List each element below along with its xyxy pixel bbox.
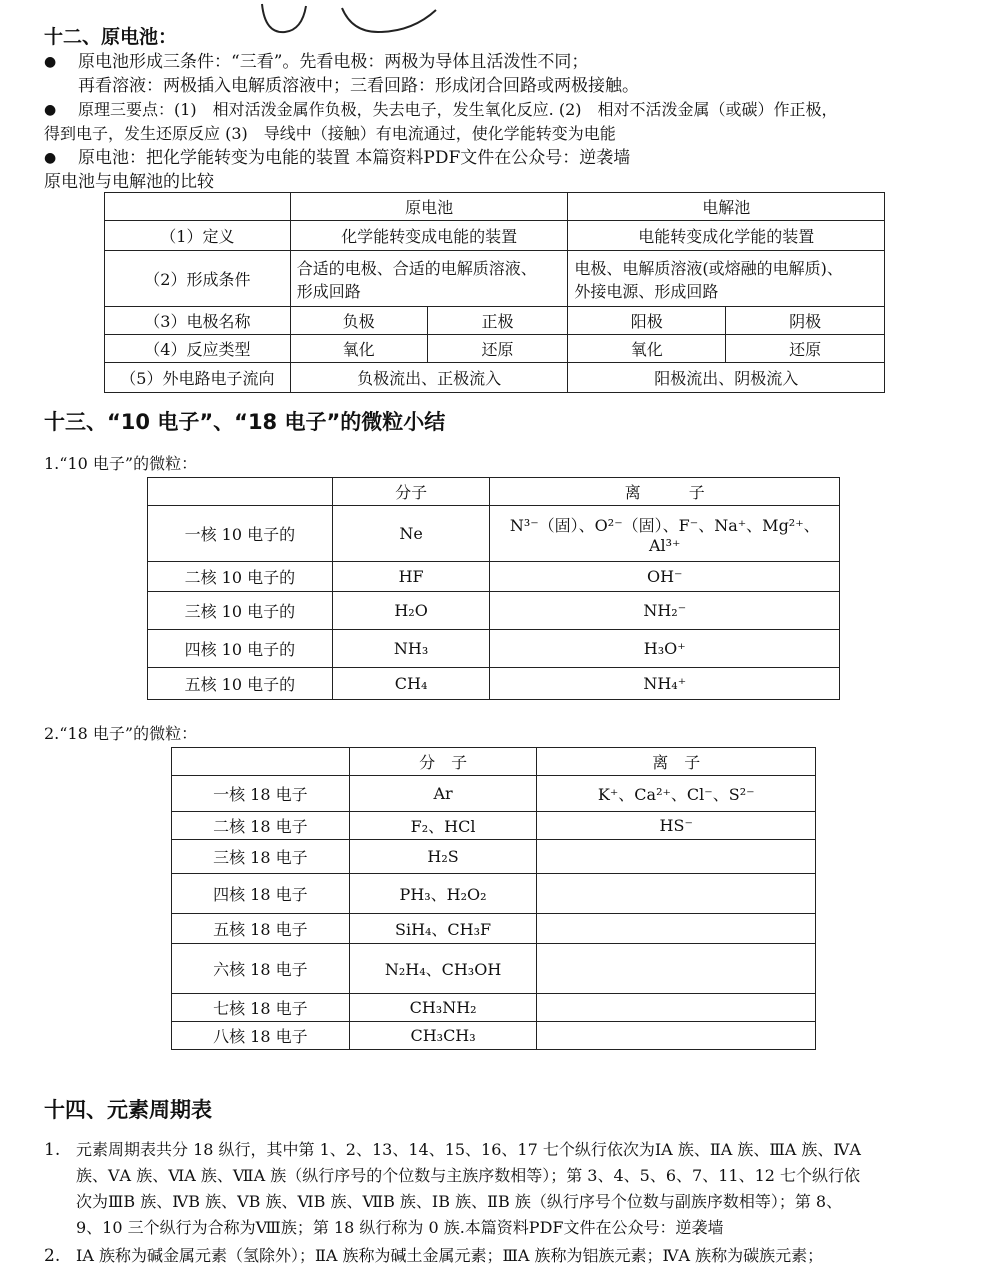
para-1-line-4: 9、10 三个纵行为合称为Ⅷ族；第 18 纵行称为 0 族.本篇资料PDF文件在公众号：逆袭墙 xyxy=(76,1218,724,1237)
ten-electron-table xyxy=(147,477,840,700)
cell-comparison-table xyxy=(104,192,885,393)
handwritten-marks xyxy=(250,0,450,40)
table-row: 八核 18 电子 CH₃CH₃ xyxy=(172,1022,816,1050)
table-row: 七核 18 电子 CH₃NH₂ xyxy=(172,994,816,1022)
bullet-1-line-2: 再看溶液：两极插入电解质溶液中；三看回路：形成闭合回路或两极接触。 xyxy=(78,76,639,96)
para-1-line-2: 族、ⅤA 族、ⅥA 族、ⅦA 族（纵行序号的个位数与主族序数相等）；第 3、4、5、6、7、11、12 七个纵行依 xyxy=(76,1166,861,1185)
table-row: 二核 10 电子的 HF OH⁻ xyxy=(148,562,840,592)
para-2-line-1: ⅠA 族称为碱金属元素（氢除外）；ⅡA 族称为碱土金属元素；ⅢA 族称为铝族元素；ⅣA 族称为碳族元素； xyxy=(76,1246,824,1265)
section-12-title: 十二、原电池： xyxy=(44,26,178,48)
table-row: （3）电极名称 负极 正极 阳极 阴极 xyxy=(105,307,885,335)
para-1-number: 1. xyxy=(44,1140,61,1160)
table-header-row: 分 子 离 子 xyxy=(172,748,816,776)
table-row: 三核 18 电子 H₂S xyxy=(172,840,816,874)
section-14-title: 十四、元素周期表 xyxy=(44,1098,212,1122)
section-13-title: 十三、“10 电子”、“18 电子”的微粒小结 xyxy=(44,410,446,434)
table-row: （1）定义 化学能转变成电能的装置 电能转变成化学能的装置 xyxy=(105,221,885,251)
table-row: （4）反应类型 氧化 还原 氧化 还原 xyxy=(105,335,885,363)
table-row: （2）形成条件 合适的电极、合适的电解质溶液、 形成回路 电极、电解质溶液(或熔融的电解质)、 外接电源、形成回路 xyxy=(105,251,885,307)
header-electrolytic: 电解池 xyxy=(568,193,885,221)
table-row: 四核 10 电子的 NH₃ H₃O⁺ xyxy=(148,630,840,668)
table-row: 一核 10 电子的 Ne N³⁻（固）、O²⁻（固）、F⁻、Na⁺、Mg²⁺、 Al³⁺ xyxy=(148,506,840,562)
table-row: 五核 18 电子 SiH₄、CH₃F xyxy=(172,914,816,944)
table-row: 五核 10 电子的 CH₄ NH₄⁺ xyxy=(148,668,840,700)
table-row: 二核 18 电子 F₂、HCl HS⁻ xyxy=(172,812,816,840)
table-row: 四核 18 电子 PH₃、H₂O₂ xyxy=(172,874,816,914)
table-row: （5）外电路电子流向 负极流出、正极流入 阳极流出、阴极流入 xyxy=(105,363,885,393)
ten-electron-subtitle: 1.“10 电子”的微粒： xyxy=(44,454,198,473)
para-1-line-3: 次为ⅢB 族、ⅣB 族、ⅤB 族、ⅥB 族、ⅦB 族、ⅠB 族、ⅡB 族（纵行序号个位数与副族序数相等）；第 8、 xyxy=(76,1192,843,1211)
eighteen-electron-subtitle: 2.“18 电子”的微粒： xyxy=(44,724,198,743)
para-1-line-1: 元素周期表共分 18 纵行，其中第 1、2、13、14、15、16、17 七个纵行依次为ⅠA 族、ⅡA 族、ⅢA 族、ⅣA xyxy=(76,1140,861,1159)
bullet-3: ● 原电池：把化学能转变为电能的装置 本篇资料PDF文件在公众号：逆袭墙 xyxy=(78,146,630,170)
header-galvanic: 原电池 xyxy=(290,193,568,221)
table-row: 三核 10 电子的 H₂O NH₂⁻ xyxy=(148,592,840,630)
para-2-number: 2. xyxy=(44,1246,61,1266)
table-header-row: 分子 离 子 xyxy=(148,478,840,506)
bullet-1-line-1: ● 原电池形成三条件：“三看”。先看电极：两极为导体且活泼性不同； xyxy=(78,50,588,74)
comparison-title: 原电池与电解池的比较 xyxy=(44,172,214,192)
table-header-row xyxy=(105,193,885,221)
bullet-2-line-1: ● 原理三要点：(1) 相对活泼金属作负极，失去电子，发生氧化反应. (2) 相对不活泼金属（或碳）作正极， xyxy=(78,98,838,122)
bullet-2-line-2: 得到电子，发生还原反应 (3) 导线中（接触）有电流通过，使化学能转变为电能 xyxy=(44,124,616,143)
eighteen-electron-table xyxy=(171,747,816,1050)
table-row: 一核 18 电子 Ar K⁺、Ca²⁺、Cl⁻、S²⁻ xyxy=(172,776,816,812)
table-row: 六核 18 电子 N₂H₄、CH₃OH xyxy=(172,944,816,994)
